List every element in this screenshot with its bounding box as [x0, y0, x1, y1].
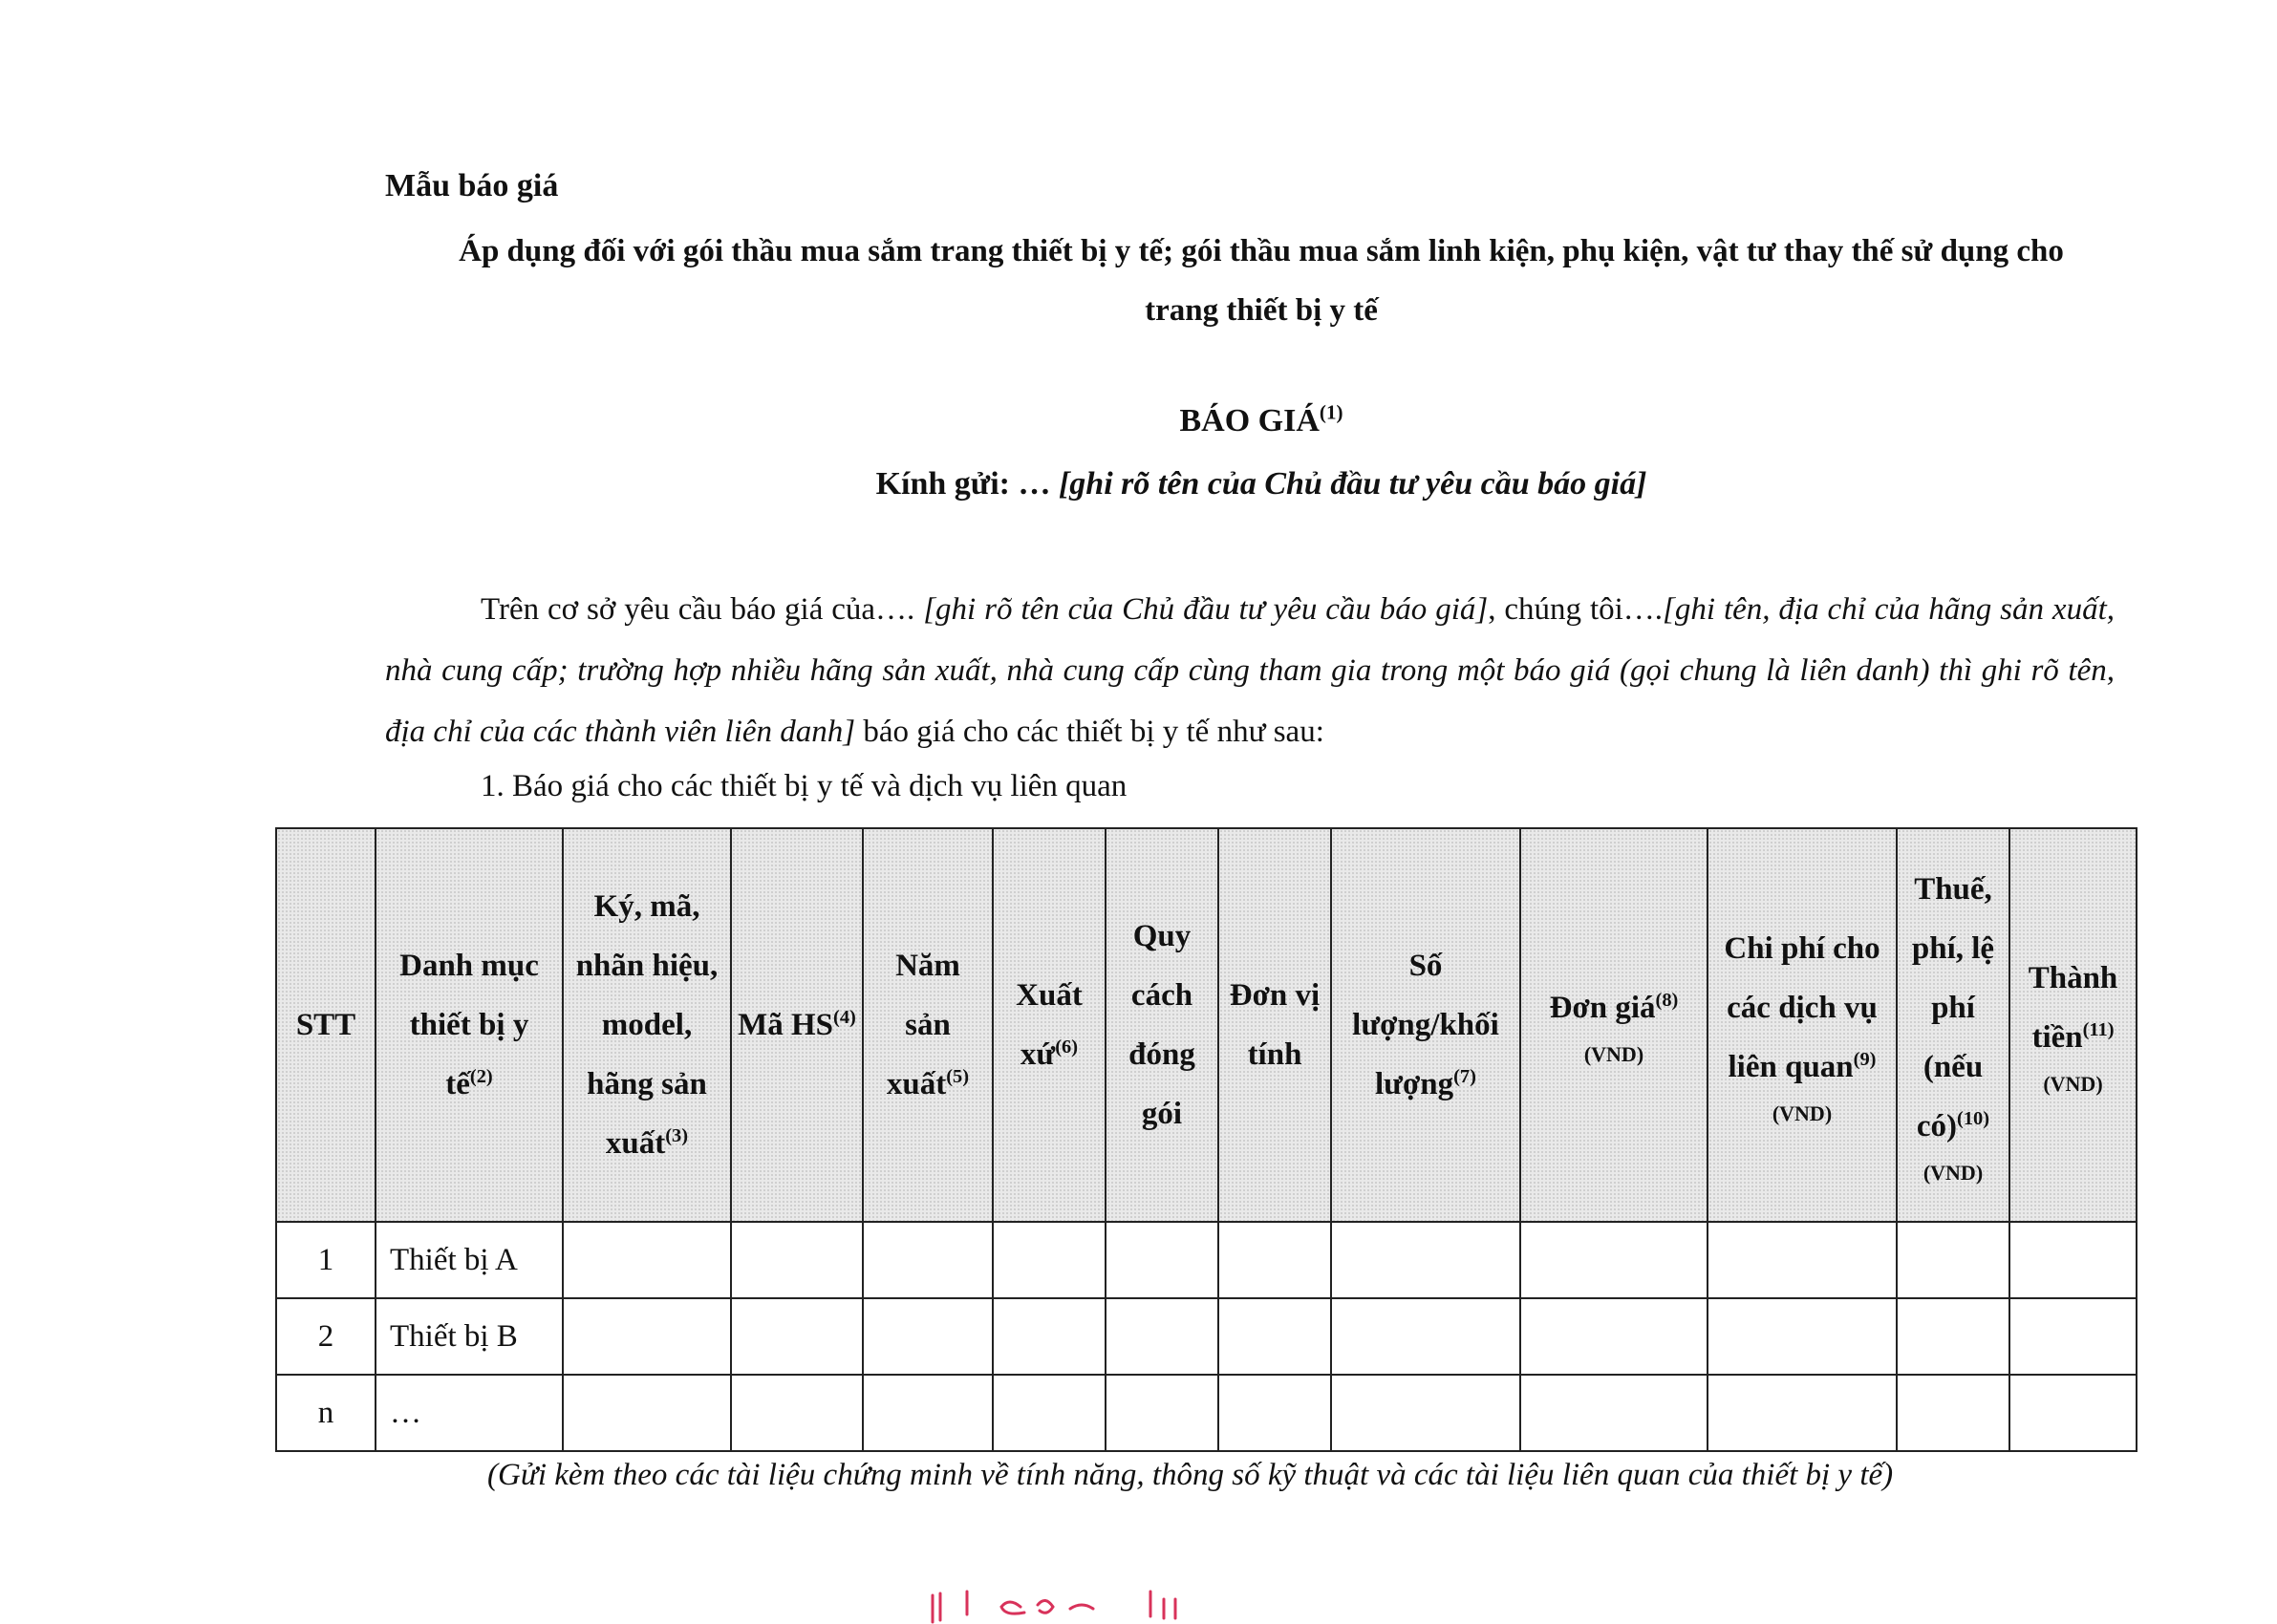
table-row [276, 1298, 2137, 1375]
header-quantity: Số lượng/khối lượng$^{(7)}$ [1331, 828, 1520, 1222]
form-name: Mẫu báo giá [385, 168, 559, 203]
section-heading-1: 1. Báo giá cho các thiết bị y tế và dịch vụ liên quan [481, 769, 1128, 803]
row-item: Thiết bị A [376, 1222, 563, 1298]
row-stt: 1 [276, 1222, 376, 1298]
header-service-cost: Chi phí cho các dịch vụ liên quan$^{(9)}$ (VND) [1708, 828, 1897, 1222]
title-text: BÁO GIÁ [1179, 403, 1320, 438]
document-title [0, 400, 2277, 439]
header-unit-price: Đơn giá$^{(8)}$ (VND) [1520, 828, 1708, 1222]
intro-part-5: báo giá cho các thiết bị y tế như sau: [855, 715, 1324, 749]
row-stt: 2 [276, 1298, 376, 1375]
intro-part-3: , chúng tôi…. [1488, 592, 1664, 627]
recipient-prefix: Kính gửi: … [875, 466, 1059, 502]
intro-part-4: [ghi tên, địa chỉ của hãng sản xuất, nhà cung cấp; trường hợp nhiều hãng sản xuất, nhà cung cấp cùng tham gia trong một báo giá (gọi chung là liên danh) thì ghi rõ tên, địa chỉ của các thành viên liên danh] [385, 592, 2115, 749]
row-item: … [376, 1375, 563, 1451]
apply-note: Áp dụng đối với gói thầu mua sắm trang thiết bị y tế; gói thầu mua sắm linh kiện, phụ kiện, vật tư thay thế sử dụng cho trang thiết bị y tế [459, 234, 2064, 328]
header-hs-code: Mã HS$^{(4)}$ [731, 828, 863, 1222]
header-unit: Đơn vị tính [1218, 828, 1331, 1222]
row-stt: n [276, 1375, 376, 1451]
header-model: Ký, mã, nhãn hiệu, model, hãng sản xuất$^{(3)}$ [563, 828, 731, 1222]
header-tax: Thuế, phí, lệ phí (nếu có)$^{(10)}$ (VND) [1897, 828, 2009, 1222]
header-origin: Xuất xứ$^{(6)}$ [993, 828, 1106, 1222]
handwritten-mark [925, 1586, 1212, 1624]
header-packaging: Quy cách đóng gói [1106, 828, 1218, 1222]
header-device-list: Danh mục thiết bị y tế$^{(2)}$ [376, 828, 563, 1222]
attachment-note: (Gửi kèm theo các tài liệu chứng minh về tính năng, thông số kỹ thuật và các tài liệu liên quan của thiết bị y tế) [487, 1458, 1894, 1492]
header-total: Thành tiền$^{(11)}$ (VND) [2009, 828, 2137, 1222]
intro-paragraph [385, 579, 2115, 762]
intro-part-2: [ghi rõ tên của Chủ đầu tư yêu cầu báo giá] [923, 592, 1489, 627]
quotation-table [275, 827, 2137, 1452]
table-header-row [276, 828, 2137, 1222]
table-row [276, 1375, 2137, 1451]
recipient-placeholder: [ghi rõ tên của Chủ đầu tư yêu cầu báo giá] [1058, 466, 1647, 502]
title-footnote: (1) [1319, 400, 1343, 424]
header-year: Năm sản xuất$^{(5)}$ [863, 828, 993, 1222]
table-row [276, 1222, 2137, 1298]
recipient-line [0, 466, 2277, 502]
row-item: Thiết bị B [376, 1298, 563, 1375]
header-stt: STT [276, 828, 376, 1222]
intro-part-1: Trên cơ sở yêu cầu báo giá của…. [481, 592, 924, 627]
